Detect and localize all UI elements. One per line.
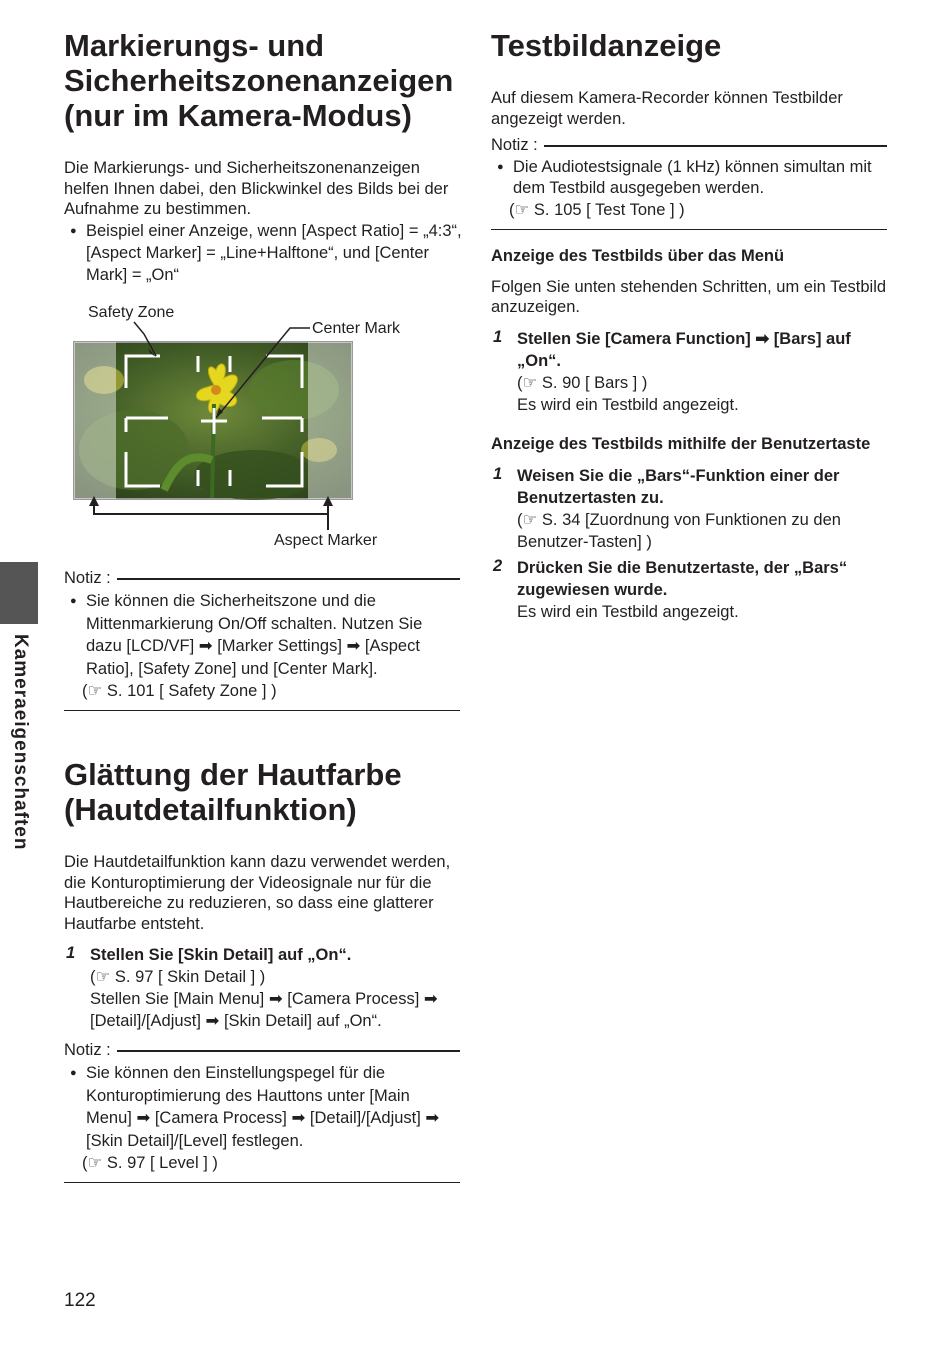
reference-icon: (☞ (517, 510, 538, 529)
note-rule (117, 1050, 460, 1052)
step-body: Stellen Sie [Main Menu] ➡ [Camera Process] ➡ [Detail]/[Adjust] ➡ [Skin Detail] auf „On“. (90, 990, 438, 1030)
step-body: Es wird ein Testbild angezeigt. (517, 602, 739, 621)
skin-intro: Die Hautdetailfunktion kann dazu verwendet werden, die Konturoptimierung der Videosignale nur für die Hautbereiche zu reduzieren, so dass eine glatterer Hautfarbe entsteht. (64, 853, 451, 933)
example-bullet-text: Beispiel einer Anzeige, wenn [Aspect Ratio] = „4:3“, [Aspect Marker] = „Line+Halftone“, und [Center Mark] = „On“ (86, 221, 462, 284)
note-end-rule (491, 229, 887, 230)
note-reference[interactable] (64, 680, 460, 702)
note-end-rule (64, 710, 460, 711)
section-test-pattern (491, 28, 891, 63)
section-title: Markierungs- und Sicherheitszonenanzeigen (nur im Kamera-Modus) (64, 28, 454, 133)
note-end-rule (64, 1182, 460, 1183)
aspect-marker-bracket (94, 498, 328, 514)
page-number: 122 (64, 1290, 96, 1311)
note-bullet (64, 590, 460, 680)
step-title: Stellen Sie [Camera Function] ➡ [Bars] auf „On“. (517, 329, 851, 370)
chapter-tab (0, 562, 38, 624)
step-title: Drücken Sie die Benutzertaste, der „Bars“ zugewiesen wurde. (517, 558, 848, 599)
note-bullet-text: Die Audiotestsignale (1 kHz) können simultan mit dem Testbild ausgegeben werden. (513, 158, 872, 197)
note-bullet-text: Sie können den Einstellungspegel für die Konturoptimierung des Hauttons unter [Main Menu] ➡ [Camera Process] ➡ [Detail]/[Adjust] ➡ [Skin Detail]/[Level] festlegen. (86, 1064, 440, 1150)
example-bullet (64, 220, 464, 286)
step-reference[interactable] (517, 372, 887, 394)
note-rule (117, 578, 460, 580)
step-title: Stellen Sie [Skin Detail] auf „On“. (90, 946, 352, 964)
markers-note (64, 568, 460, 711)
reference-icon: (☞ (517, 373, 538, 392)
subsection-intro: Folgen Sie unten stehenden Schritten, um ein Testbild anzuzeigen. (491, 277, 887, 316)
note-heading (64, 1040, 460, 1060)
step-reference[interactable] (90, 966, 460, 988)
note-label: Notiz : (491, 136, 538, 154)
marker-figure (64, 300, 464, 560)
step-body: Es wird ein Testbild angezeigt. (517, 395, 739, 414)
test-pattern-body (491, 88, 887, 230)
note-bullet-text: Sie können die Sicherheitszone und die Mittenmarkierung On/Off schalten. Nutzen Sie dazu [LCD/VF] ➡ [Marker Settings] ➡ [Aspect Ratio], [Safety Zone] und [Center Mark]. (86, 592, 423, 678)
note-bullet (64, 1062, 460, 1152)
reference-icon: (☞ (82, 1154, 103, 1172)
subsection-heading: Anzeige des Testbilds mithilfe der Benutzertaste (491, 435, 871, 453)
step-number: 1 (493, 327, 503, 346)
reference-icon: (☞ (82, 682, 103, 700)
note-bullet (491, 157, 887, 199)
note-rule (544, 145, 887, 147)
marker-diagram (64, 300, 464, 560)
step-title: Weisen Sie die „Bars“-Funktion einer der Benutzertasten zu. (517, 466, 840, 507)
note-label: Notiz : (64, 569, 111, 587)
reference-icon: (☞ (90, 968, 111, 986)
note-reference[interactable] (491, 199, 887, 221)
note-reference[interactable] (64, 1152, 460, 1174)
center-mark-label: Center Mark (312, 320, 401, 337)
reference-text: S. 97 [ Skin Detail ] ) (114, 968, 266, 986)
subsection-menu (491, 246, 887, 416)
chapter-label: Kameraeigenschaften (10, 634, 31, 851)
user-step-2 (491, 557, 887, 623)
note-label: Notiz : (64, 1041, 111, 1059)
subsection-user-button (491, 434, 887, 623)
note-heading (491, 135, 887, 155)
subsection-heading: Anzeige des Testbilds über das Menü (491, 247, 785, 265)
reference-text: S. 97 [ Level ] ) (106, 1154, 218, 1172)
step-number: 1 (66, 944, 76, 962)
safety-zone-label: Safety Zone (88, 304, 175, 321)
section-skin-detail (64, 757, 464, 827)
markers-intro: Die Markierungs- und Sicherheitszonenanzeigen helfen Ihnen dabei, den Blickwinkel des Bilds bei der Aufnahme zu bestimmen. (64, 159, 449, 218)
reference-icon: (☞ (509, 201, 530, 219)
reference-text: S. 90 [ Bars ] ) (541, 373, 648, 392)
step-reference[interactable] (517, 509, 887, 553)
skin-step-1 (64, 944, 460, 1032)
skin-detail-body (64, 852, 460, 1032)
reference-text: S. 105 [ Test Tone ] ) (533, 201, 685, 219)
markers-intro-block (64, 158, 464, 286)
step-number: 1 (493, 464, 503, 483)
aspect-marker-label: Aspect Marker (274, 532, 378, 549)
note-heading (64, 568, 460, 588)
reference-text: S. 101 [ Safety Zone ] ) (106, 682, 277, 700)
section-title: Testbildanzeige (491, 28, 722, 63)
reference-text: S. 34 [Zuordnung von Funktionen zu den Benutzer-Tasten] ) (517, 510, 841, 551)
user-step-1 (491, 465, 887, 553)
section-markers (64, 28, 474, 133)
skin-note (64, 1040, 460, 1183)
section-title: Glättung der Hautfarbe (Hautdetailfunktion) (64, 757, 402, 827)
step-number: 2 (493, 556, 503, 575)
test-intro: Auf diesem Kamera-Recorder können Testbilder angezeigt werden. (491, 89, 843, 128)
menu-step-1 (491, 328, 887, 416)
